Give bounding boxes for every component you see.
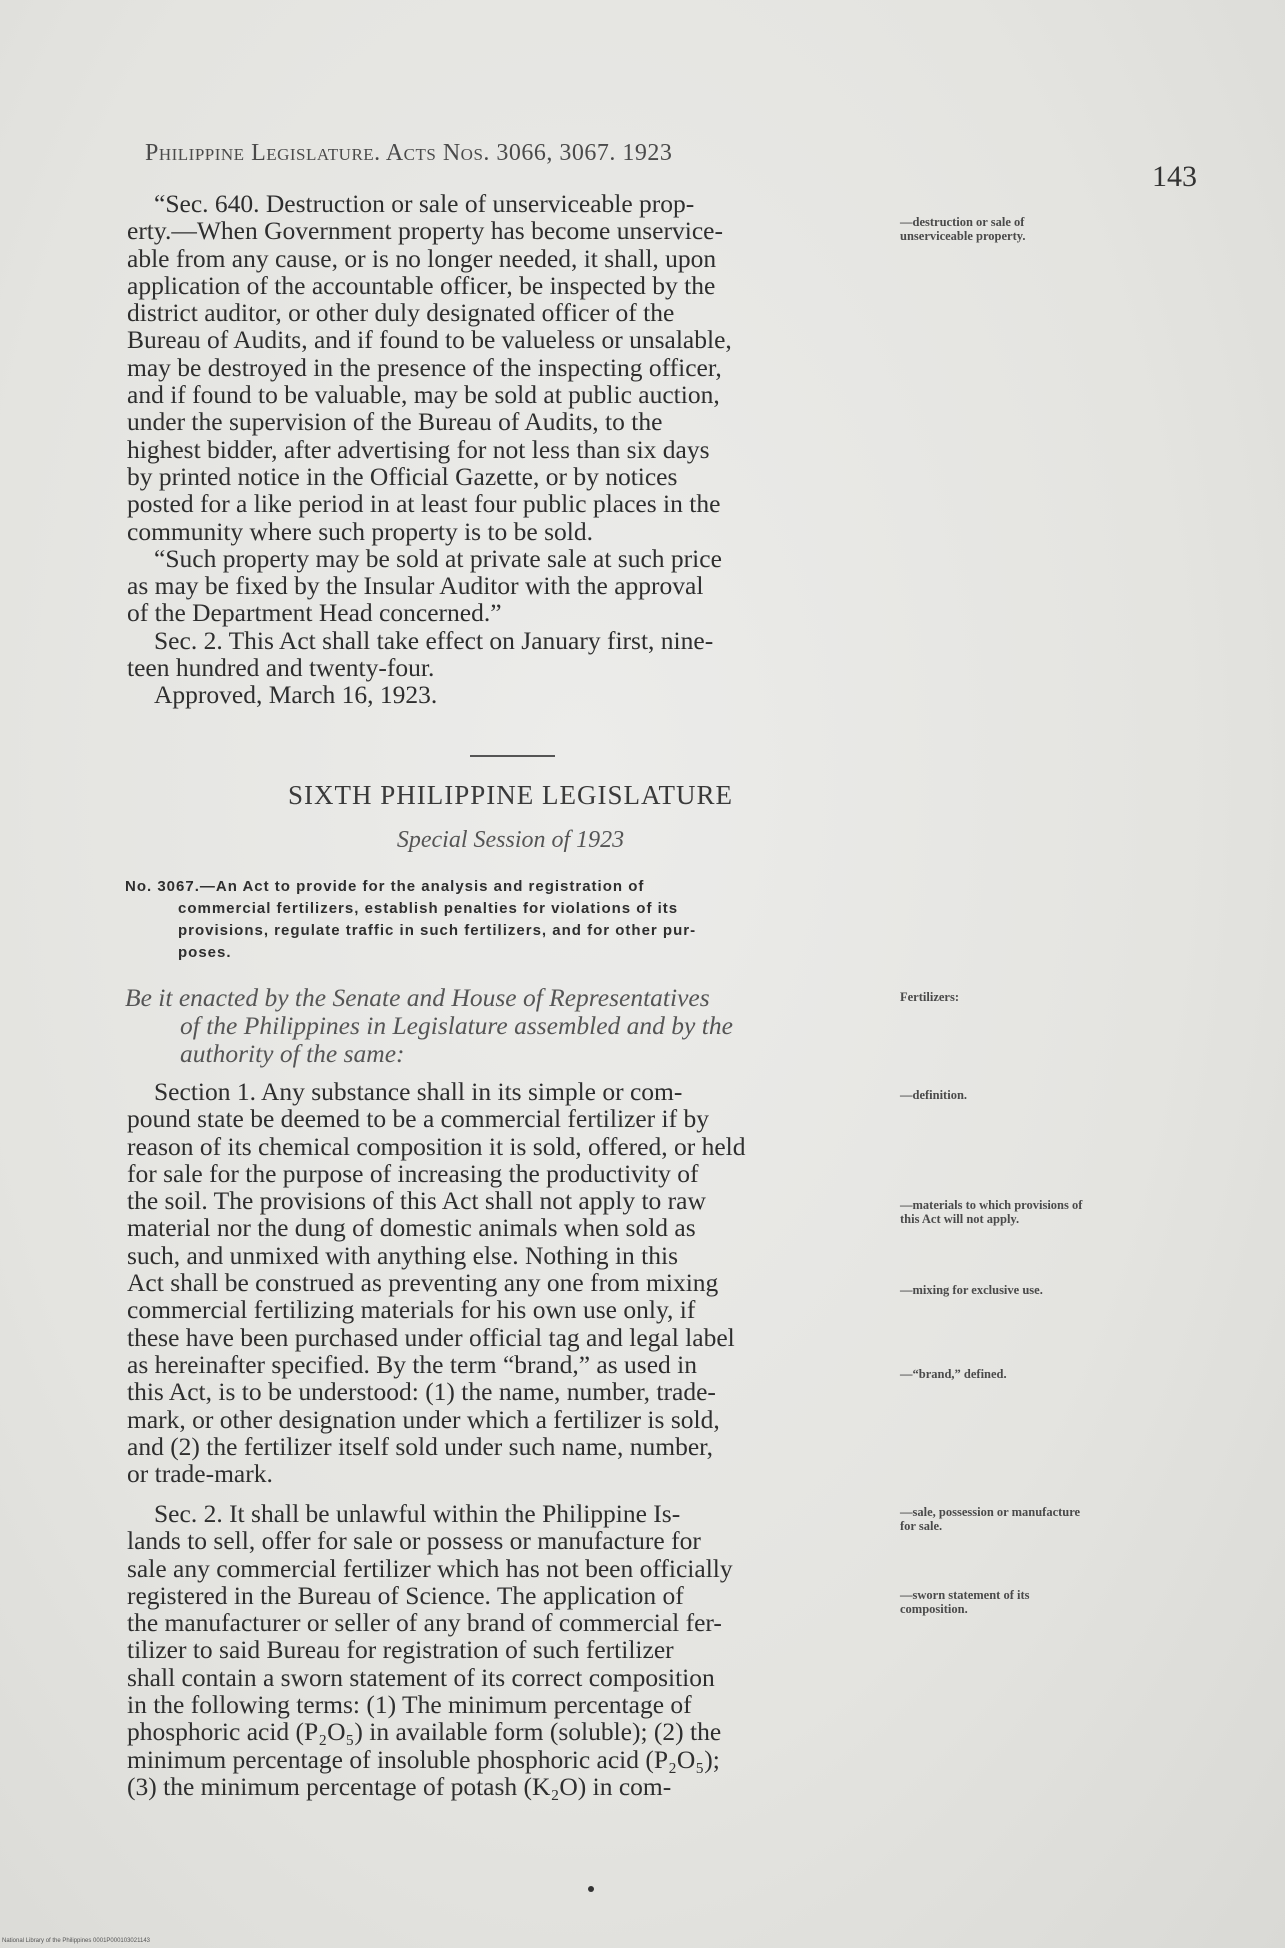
- margin-note-materials: —materials to which provisions of this Act will not apply.: [900, 1198, 1083, 1226]
- act-summary-line: poses.: [178, 944, 232, 961]
- section-1-text: [127, 1078, 894, 1487]
- text-line: Bureau of Audits, and if found to be valueless or unsalable,: [127, 325, 732, 355]
- text-line: Sec. 2. It shall be unlawful within the Philippine Is-: [154, 1499, 681, 1528]
- text-line: tilizer to said Bureau for registration of such fertilizer: [127, 1635, 674, 1665]
- text-line: phosphoric acid (P₂O₅) in available form (soluble); (2) the: [127, 1717, 722, 1747]
- enacting-line: of the Philippines in Legislature assembled and by the: [180, 1011, 733, 1040]
- text-line: (3) the minimum percentage of potash (K₂O) in com-: [127, 1771, 672, 1801]
- text-line: lands to sell, offer for sale or possess or manufacture for: [127, 1526, 701, 1556]
- text-line: and if found to be valuable, may be sold at public auction,: [127, 380, 720, 410]
- scan-footer: National Library of the Philippines 0001P000103021143: [2, 1938, 150, 1944]
- text-line: pound state be deemed to be a commercial fertilizer if by: [127, 1104, 710, 1134]
- text-line: may be destroyed in the presence of the inspecting officer,: [127, 352, 722, 382]
- margin-note-destruction: —destruction or sale of unserviceable property.: [900, 215, 1026, 243]
- text-line: under the supervision of the Bureau of Audits, to the: [127, 407, 663, 437]
- text-line: the manufacturer or seller of any brand of commercial fer-: [127, 1608, 722, 1638]
- text-line: Sec. 2. This Act shall take effect on January first, nine-: [154, 625, 714, 655]
- text-line: “Sec. 640. Destruction or sale of unserviceable prop-: [154, 189, 695, 218]
- text-line: teen hundred and twenty-four.: [127, 653, 435, 683]
- text-line: sale any commercial fertilizer which has not been officially: [127, 1553, 733, 1583]
- text-line: of the Department Head concerned.”: [127, 598, 502, 628]
- text-line: or trade-mark.: [127, 1459, 273, 1489]
- margin-note-fertilizers: Fertilizers:: [900, 990, 959, 1004]
- approved-date: Approved, March 16, 1923.: [154, 680, 438, 710]
- text-line: reason of its chemical composition it is sold, offered, or held: [127, 1131, 746, 1161]
- text-line: minimum percentage of insoluble phosphoric acid (P₂O₅);: [127, 1744, 720, 1774]
- section-2-text: [127, 1500, 894, 1800]
- act-summary-line: No. 3067.—An Act to provide for the analysis and registration of: [125, 878, 645, 895]
- text-line: able from any cause, or is no longer needed, it shall, upon: [127, 243, 717, 273]
- enacting-clause: [125, 984, 895, 1068]
- text-line: and (2) the fertilizer itself sold under such name, number,: [127, 1431, 713, 1461]
- legislature-title: SIXTH PHILIPPINE LEGISLATURE: [288, 780, 733, 810]
- text-line: application of the accountable officer, be inspected by the: [127, 270, 716, 300]
- text-line: in the following terms: (1) The minimum percentage of: [127, 1690, 692, 1720]
- text-line: district auditor, or other duly designated officer of the: [127, 298, 675, 328]
- text-line: Section 1. Any substance shall in its simple or com-: [154, 1077, 683, 1106]
- text-line: mark, or other designation under which a fertilizer is sold,: [127, 1404, 720, 1434]
- page-number: 143: [1152, 160, 1197, 193]
- text-line: for sale for the purpose of increasing the productivity of: [127, 1158, 699, 1188]
- text-line: highest bidder, after advertising for not less than six days: [127, 434, 710, 464]
- act-summary-line: commercial fertilizers, establish penalties for violations of its: [178, 900, 679, 917]
- margin-note-brand: —“brand,” defined.: [900, 1367, 1007, 1381]
- text-line: as hereinafter specified. By the term “brand,” as used in: [127, 1349, 697, 1379]
- page-speck: [588, 1886, 594, 1892]
- text-line: as may be fixed by the Insular Auditor with the approval: [127, 571, 704, 601]
- section-640-text: [127, 190, 894, 709]
- text-line: material nor the dung of domestic animals when sold as: [127, 1213, 696, 1243]
- margin-note-sale: —sale, possession or manufacture for sale.: [900, 1505, 1081, 1533]
- margin-note-mixing: —mixing for exclusive use.: [900, 1283, 1043, 1297]
- text-line: community where such property is to be sold.: [127, 516, 593, 546]
- text-line: shall contain a sworn statement of its correct composition: [127, 1662, 715, 1692]
- running-head: Philippine Legislature. Acts Nos. 3066, 3067. 1923: [145, 140, 673, 166]
- text-line: registered in the Bureau of Science. The application of: [127, 1580, 684, 1610]
- text-line: posted for a like period in at least four public places in the: [127, 489, 721, 519]
- text-line: commercial fertilizing materials for his own use only, if: [127, 1295, 696, 1325]
- text-line: the soil. The provisions of this Act shall not apply to raw: [127, 1186, 706, 1216]
- text-line: “Such property may be sold at private sale at such price: [154, 543, 722, 573]
- session-title: Special Session of 1923: [396, 827, 625, 853]
- margin-note-sworn: —sworn statement of its composition.: [900, 1588, 1030, 1616]
- text-line: by printed notice in the Official Gazette, or by notices: [127, 461, 678, 491]
- enacting-line: authority of the same:: [180, 1039, 405, 1068]
- text-line: Act shall be construed as preventing any one from mixing: [127, 1268, 719, 1298]
- text-line: erty.—When Government property has become unservice-: [127, 216, 723, 246]
- section-divider: [470, 755, 555, 757]
- text-line: these have been purchased under official tag and legal label: [127, 1322, 735, 1352]
- enacting-line: Be it enacted by the Senate and House of Representatives: [125, 983, 710, 1012]
- margin-note-definition: —definition.: [900, 1088, 968, 1102]
- act-summary-line: provisions, regulate traffic in such fertilizers, and for other pur-: [178, 922, 697, 939]
- text-line: this Act, is to be understood: (1) the name, number, trade-: [127, 1377, 716, 1407]
- act-summary: [125, 876, 895, 964]
- text-line: such, and unmixed with anything else. Nothing in this: [127, 1240, 679, 1270]
